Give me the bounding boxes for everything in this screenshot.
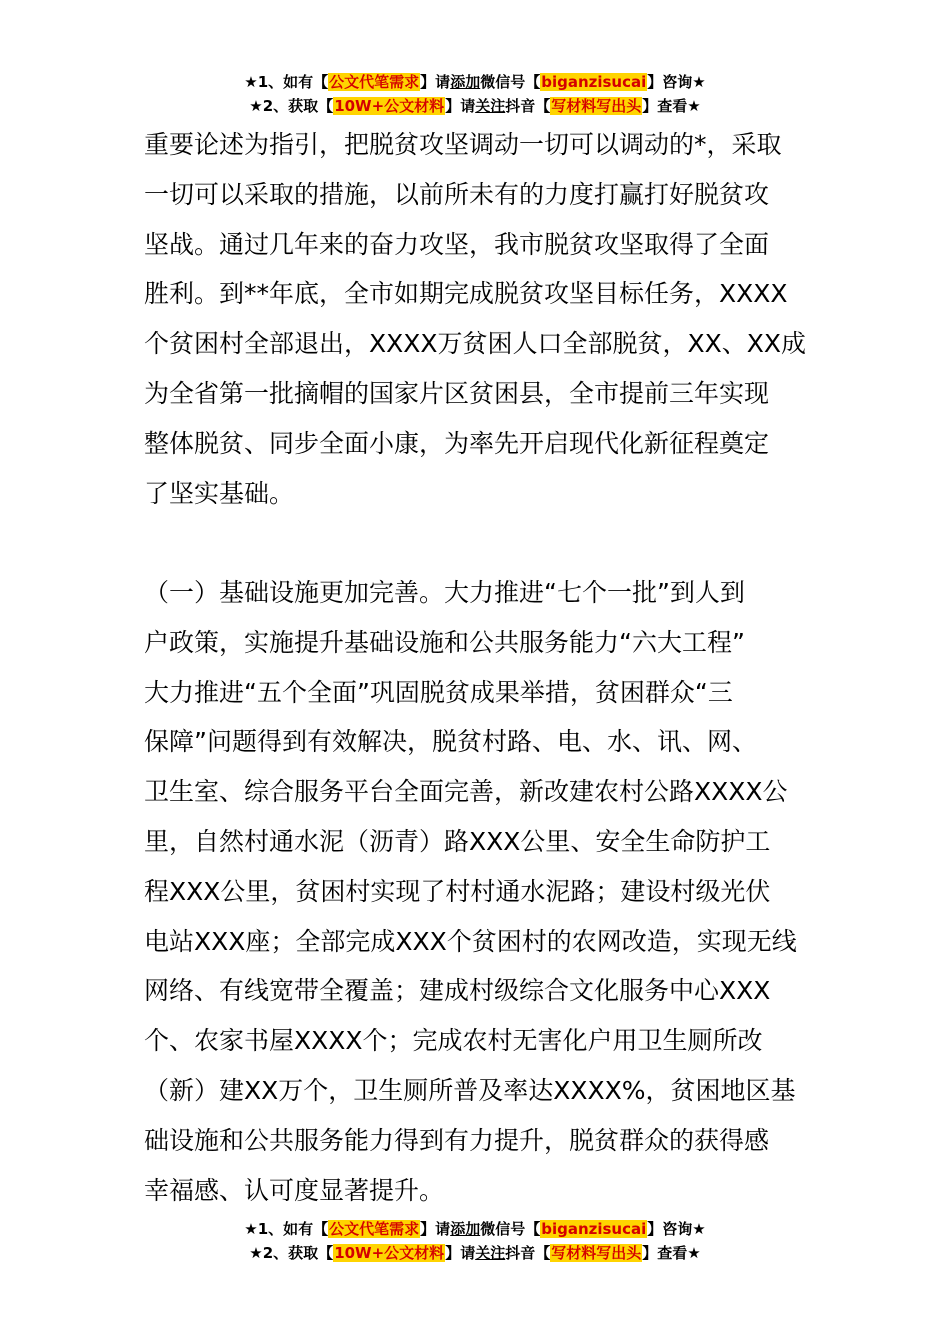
body-paragraph-1 xyxy=(144,120,809,518)
text-line: 网络、有线宽带全覆盖；建成村级综合文化服务中心XXX xyxy=(144,976,771,1006)
header-banner-line-2 xyxy=(0,94,950,118)
banner-underline: 关注 xyxy=(475,97,506,115)
banner-text: 】查看★ xyxy=(642,1244,701,1262)
text-line: 个、农家书屋XXXX个；完成农村无害化户用卫生厕所改 xyxy=(144,1026,763,1056)
banner-text: 】咨询★ xyxy=(647,73,706,91)
banner-highlight: 公文代笔需求 xyxy=(329,1220,420,1238)
text-line: 卫生室、综合服务平台全面完善，新改建农村公路XXXX公 xyxy=(144,777,788,807)
banner-highlight: 写材料写出头 xyxy=(551,1244,642,1262)
banner-text: ★1、如有【 xyxy=(244,1220,329,1238)
text-line: 重要论述为指引，把脱贫攻坚调动一切可以调动的*，采取 xyxy=(144,130,782,159)
text-line: 础设施和公共服务能力得到有力提升，脱贫群众的获得感 xyxy=(144,1125,770,1155)
banner-highlight: 10W+公文材料 xyxy=(334,1244,445,1262)
text-line: 电站XXX座；全部完成XXX个贫困村的农网改造，实现无线 xyxy=(144,926,797,956)
body-paragraph-2 xyxy=(144,568,809,1215)
banner-highlight: 10W+公文材料 xyxy=(334,97,445,115)
banner-text: 抖音【 xyxy=(505,1244,551,1262)
banner-text: 】请 xyxy=(445,97,476,115)
banner-text: 微信号【 xyxy=(480,1220,541,1238)
text-line: 个贫困村全部退出，XXXX万贫困人口全部脱贫，XX、XX成 xyxy=(144,329,807,359)
banner-text: ★1、如有【 xyxy=(244,73,329,91)
banner-text: 微信号【 xyxy=(480,73,541,91)
banner-highlight: biganzisucai xyxy=(541,73,647,91)
footer-banner-line-1 xyxy=(0,1217,950,1241)
header-banner-line-1 xyxy=(0,70,950,94)
banner-text: 】咨询★ xyxy=(647,1220,706,1238)
banner-text: ★2、获取【 xyxy=(249,97,334,115)
banner-underline: 添加 xyxy=(450,73,481,91)
footer-banner-line-2 xyxy=(0,1241,950,1265)
header-banner xyxy=(0,70,950,118)
text-line: （新）建XX万个，卫生厕所普及率达XXXX%，贫困地区基 xyxy=(144,1075,796,1105)
text-line: 胜利。到**年底，全市如期完成脱贫攻坚目标任务，XXXX xyxy=(144,279,788,309)
text-line: 保障”问题得到有效解决，脱贫村路、电、水、讯、网、 xyxy=(144,727,757,757)
text-line: 坚战。通过几年来的奋力攻坚，我市脱贫攻坚取得了全面 xyxy=(144,229,770,259)
banner-underline: 添加 xyxy=(450,1220,481,1238)
banner-text: 抖音【 xyxy=(505,97,551,115)
banner-highlight: 公文代笔需求 xyxy=(329,73,420,91)
text-line: 里，自然村通水泥（沥青）路XXX公里、安全生命防护工 xyxy=(144,826,771,856)
text-line: 整体脱贫、同步全面小康，为率先开启现代化新征程奠定 xyxy=(144,428,770,458)
banner-highlight: 写材料写出头 xyxy=(551,97,642,115)
text-line: 幸福感、认可度显著提升。 xyxy=(144,1175,445,1205)
text-line: 一切可以采取的措施，以前所未有的力度打赢打好脱贫攻 xyxy=(144,179,770,209)
text-line: 户政策，实施提升基础设施和公共服务能力“六大工程” xyxy=(144,627,745,657)
text-line: （一）基础设施更加完善。大力推进“七个一批”到人到 xyxy=(144,578,745,607)
banner-highlight: biganzisucai xyxy=(541,1220,647,1238)
banner-text: 】请 xyxy=(420,73,451,91)
banner-text: 】查看★ xyxy=(642,97,701,115)
text-line: 为全省第一批摘帽的国家片区贫困县，全市提前三年实现 xyxy=(144,378,770,408)
banner-underline: 关注 xyxy=(475,1244,506,1262)
banner-text: ★2、获取【 xyxy=(249,1244,334,1262)
banner-text: 】请 xyxy=(420,1220,451,1238)
text-line: 程XXX公里，贫困村实现了村村通水泥路；建设村级光伏 xyxy=(144,876,771,906)
banner-text: 】请 xyxy=(445,1244,476,1262)
text-line: 了坚实基础。 xyxy=(144,478,295,508)
text-line: 大力推进“五个全面”巩固脱贫成果举措，贫困群众“三 xyxy=(144,677,733,707)
footer-banner xyxy=(0,1217,950,1265)
